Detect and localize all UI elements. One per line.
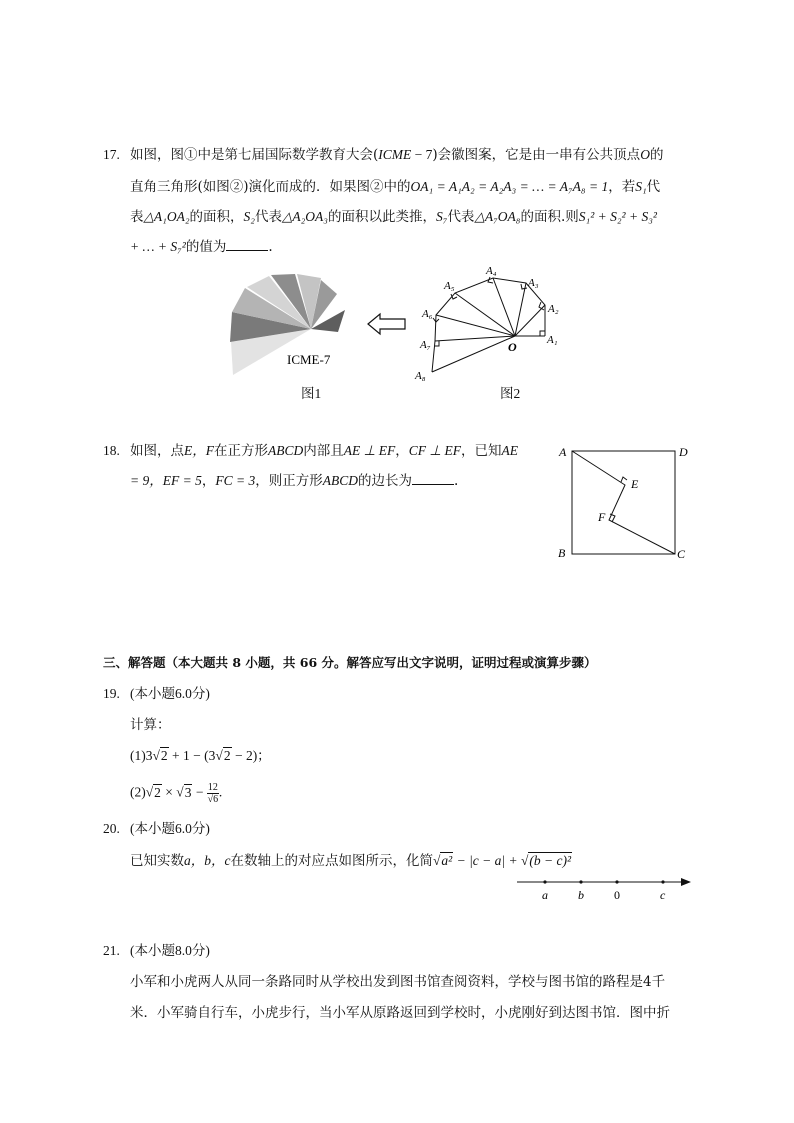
- figure-2-caption: 图2: [500, 386, 521, 401]
- q19-part-1: (1)3√2 + 1 − (3√2 − 2)；: [130, 748, 271, 763]
- number-line-point: [543, 880, 546, 883]
- q20-text: 已知实数a，b，c在数轴上的对应点如图所示，化简√a² − |c − a| + √(b − c)²: [130, 853, 572, 869]
- question-number: 19.: [103, 686, 120, 701]
- axis-label: b: [578, 888, 584, 902]
- q19-part-2: (2)√2 × √3 − $\frac{12}{√6}$ .: [130, 782, 223, 805]
- point-label: A₈: [415, 370, 426, 382]
- spiral-triangle-diagram: [410, 262, 580, 386]
- question-points: (本小题6.0分): [130, 686, 210, 701]
- point-label: F: [598, 510, 606, 524]
- q17-line-4: + … + S₇²的值为 .: [130, 239, 273, 255]
- axis-label: c: [660, 888, 666, 902]
- point-label: A₃: [528, 277, 539, 289]
- point-label: A₁: [547, 334, 558, 346]
- point-label: D: [679, 445, 688, 459]
- fraction: $\frac{12}{√6}$: [207, 782, 219, 805]
- section-heading: 三、解答题（本大题共 8 小题，共 66 分。解答应写出文字说明，证明过程或演算步骤）: [103, 655, 597, 670]
- number-line-point: [661, 880, 664, 883]
- point-label: E: [631, 477, 639, 491]
- question-number: 18.: [103, 443, 120, 458]
- q17-line-3: 表△A₁OA₂的面积，S₂代表△A₂OA₃的面积以此类推，S₇代表△A₇OA₈的面积.则S₁² + S₂² + S₃²: [130, 209, 657, 225]
- number-line-point: [615, 880, 618, 883]
- q21-line-1: 小军和小虎两人从同一条路同时从学校出发到图书馆查阅资料，学校与图书馆的路程是4千: [130, 974, 666, 990]
- point-label: A₆: [422, 308, 433, 320]
- point-label: A₇: [420, 339, 431, 351]
- q18-line-1: 如图，点E，F在正方形ABCD内部且AE ⊥ EF，CF ⊥ EF，已知AE: [130, 443, 519, 459]
- axis-label: 0: [614, 888, 620, 902]
- point-label: A₄: [486, 265, 497, 277]
- q19-prompt: 计算：: [130, 717, 171, 733]
- square-abcd-diagram: [553, 440, 698, 565]
- q17-line-2: 直角三角形(如图②)演化而成的．如果图②中的OA₁ = A₁A₂ = A₂A₃ = … = A₇A₈ = 1，若S₁代: [130, 179, 661, 195]
- logo-text: ICME-7: [287, 352, 331, 367]
- number-line-point: [579, 880, 582, 883]
- question-number: 20.: [103, 821, 120, 836]
- question-number: 17.: [103, 147, 120, 162]
- point-label: A: [559, 445, 567, 459]
- question-number: 21.: [103, 943, 120, 958]
- point-label: B: [558, 546, 566, 560]
- left-arrow-icon: [367, 312, 407, 336]
- q21-line-2: 米．小军骑自行车，小虎步行，当小军从原路返回到学校时，小虎刚好到达图书馆．图中折: [130, 1005, 670, 1021]
- point-label: C: [677, 547, 686, 561]
- question-points: (本小题6.0分): [130, 821, 210, 836]
- point-label: O: [508, 340, 517, 354]
- answer-blank[interactable]: [226, 238, 268, 251]
- q18-line-2: = 9，EF = 5，FC = 3，则正方形ABCD的边长为 .: [130, 473, 459, 489]
- figure-1-caption: 图1: [301, 386, 322, 401]
- q17-line-1: 如图，图①中是第七届国际数学教育大会(ICME − 7)会徽图案，它是由一串有公共顶点O的: [130, 147, 664, 163]
- point-label: A₂: [548, 303, 559, 315]
- question-points: (本小题8.0分): [130, 943, 210, 958]
- icme7-logo-figure: [225, 272, 355, 377]
- point-label: A₅: [444, 280, 455, 292]
- answer-blank[interactable]: [412, 472, 454, 485]
- axis-label: a: [542, 888, 548, 902]
- number-line: [515, 872, 693, 902]
